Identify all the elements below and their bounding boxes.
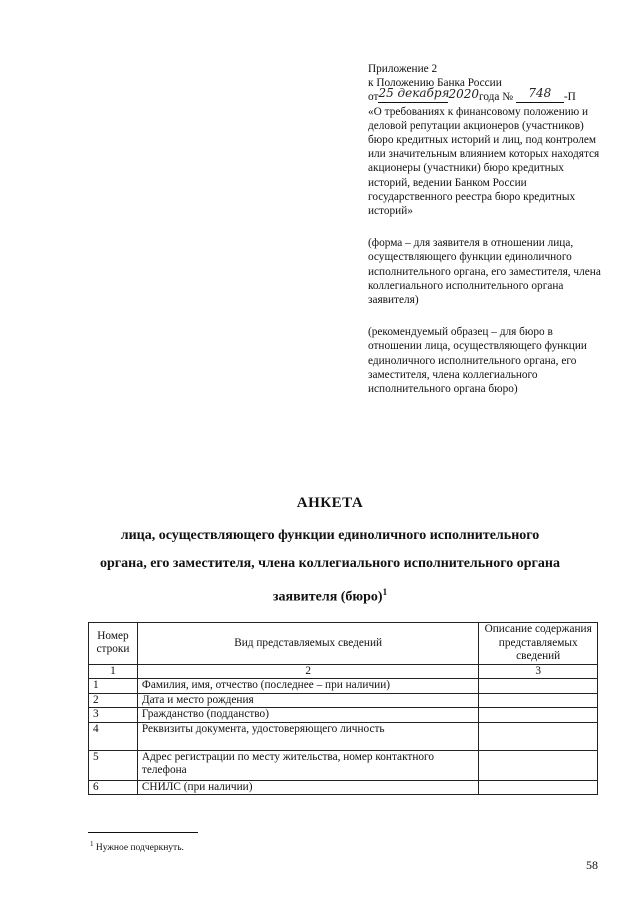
footnote-reference: 1: [382, 587, 388, 597]
row-number: 5: [89, 750, 138, 780]
row-value-cell[interactable]: [479, 708, 598, 723]
column-number-row: [89, 664, 598, 679]
row-value-cell[interactable]: [479, 722, 598, 750]
row-info-type: Фамилия, имя, отчество (последнее – при наличии): [137, 679, 479, 694]
table-row: [89, 708, 598, 723]
from-prefix: от: [368, 91, 379, 104]
form-note: (форма – для заявителя в отношении лица, осуществляющего функции единоличного исполнительного органа, его заместителя, члена коллегиального исполнительного органа заявителя): [368, 237, 601, 307]
row-number: 2: [89, 693, 138, 708]
handwritten-date: 25 декабря: [378, 86, 450, 101]
row-info-type: Адрес регистрации по месту жительства, номер контактного телефона: [137, 750, 479, 780]
footnote-divider: [88, 832, 198, 833]
row-value-cell[interactable]: [479, 679, 598, 694]
row-info-type: СНИЛС (при наличии): [137, 780, 479, 795]
header-description: Описание содержания представляемых сведений: [479, 623, 598, 665]
title-subtitle: [60, 522, 600, 612]
handwritten-year: 2020: [448, 87, 479, 102]
appendix-date-number-line: [368, 86, 608, 104]
number-blank: [516, 86, 564, 103]
regulation-title: «О требованиях к финансовому положению и деловой репутации акционеров (участников) бюро кредитных историй и лиц, под контролем или значительным влиянием которых находятся акционеры (участники) бюро кредитных историй, ведении Банком России государственного реестра бюро кредитных историй»: [368, 105, 600, 218]
appendix-regulation-ref: к Положению Банка России: [368, 77, 502, 90]
footnote-text: Нужное подчеркнуть.: [95, 843, 184, 854]
table-row: [89, 679, 598, 694]
row-number: 6: [89, 780, 138, 795]
row-value-cell[interactable]: [479, 750, 598, 780]
subtitle-line-1: лица, осуществляющего функции единоличного исполнительного: [120, 528, 540, 543]
title-main: АНКЕТА: [296, 495, 364, 511]
table-header-row: [89, 623, 598, 665]
header-info-type: Вид представляемых сведений: [137, 623, 479, 665]
sample-note: (рекомендуемый образец – для бюро в отношении лица, осуществляющего функции единоличного исполнительного органа, его заместителя, члена коллегиального исполнительного органа бюро): [368, 326, 587, 396]
column-number: 1: [89, 664, 138, 679]
row-number: 4: [89, 722, 138, 750]
appendix-number: Приложение 2: [368, 63, 438, 75]
column-number: 3: [479, 664, 598, 679]
table-row: [89, 750, 598, 780]
date-blank: [378, 86, 450, 103]
row-number: 1: [89, 679, 138, 694]
row-number: 3: [89, 708, 138, 723]
handwritten-number: 748: [528, 86, 552, 101]
appendix-header: [368, 62, 608, 396]
year-suffix: года №: [478, 91, 514, 104]
row-info-type: Дата и место рождения: [137, 693, 479, 708]
row-info-type: Гражданство (подданство): [137, 708, 479, 723]
footnote-mark: 1: [90, 840, 94, 848]
table-row: [89, 780, 598, 795]
questionnaire-table: [88, 622, 598, 795]
subtitle-line-3: заявителя (бюро)$^1$: [272, 587, 388, 605]
number-suffix: -П: [563, 91, 576, 104]
page-number: 58: [586, 858, 598, 872]
header-row-number: Номер строки: [89, 623, 138, 665]
table-row: [89, 693, 598, 708]
column-number: 2: [137, 664, 479, 679]
table-row: [89, 722, 598, 750]
document-title: [60, 494, 600, 612]
row-value-cell[interactable]: [479, 780, 598, 795]
row-value-cell[interactable]: [479, 693, 598, 708]
footnote: [90, 840, 184, 853]
subtitle-line-2: органа, его заместителя, члена коллегиального исполнительного органа: [100, 556, 560, 571]
row-info-type: Реквизиты документа, удостоверяющего личность: [137, 722, 479, 750]
